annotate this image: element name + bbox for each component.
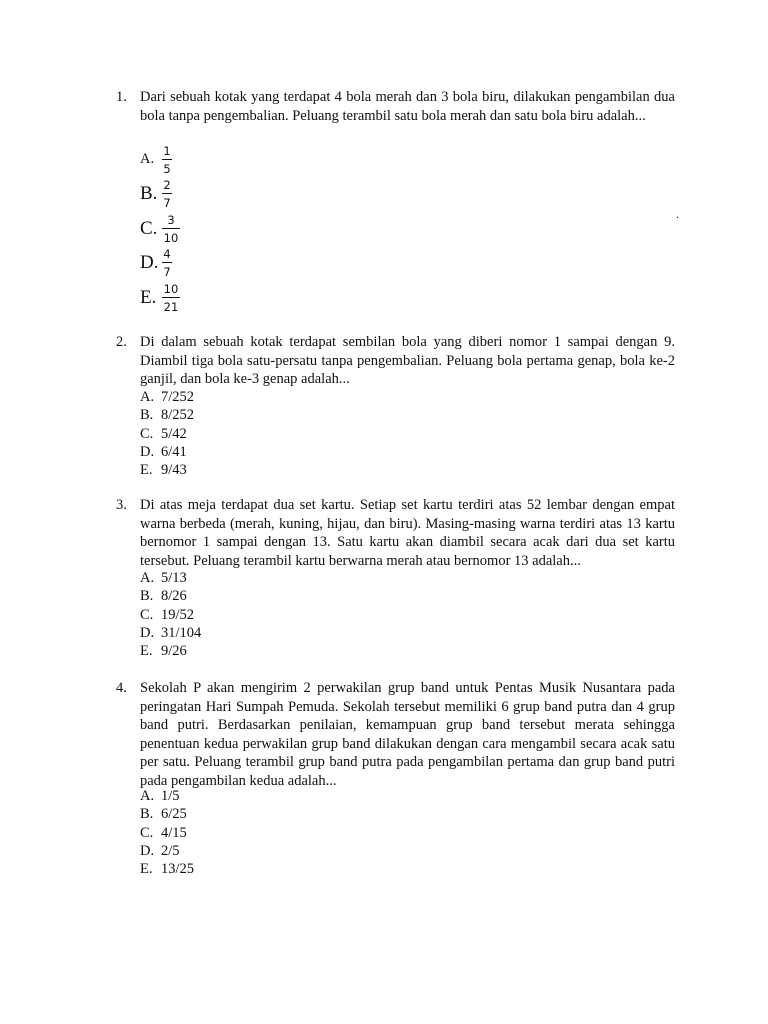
option-letter: B. — [140, 588, 154, 605]
option-d — [140, 624, 201, 642]
option-value: 5/42 — [161, 425, 187, 442]
option-letter: C. — [140, 425, 154, 442]
fraction-bar — [162, 262, 172, 263]
option-letter: B. — [140, 183, 158, 204]
option-letter: D. — [140, 624, 155, 641]
option-letter: C. — [140, 218, 158, 239]
option-letter: E. — [140, 861, 153, 878]
option-e — [140, 461, 194, 479]
fraction-numerator: 10 — [163, 282, 179, 296]
option-fraction — [162, 178, 172, 210]
option-c — [140, 606, 201, 624]
question-number: 1. — [116, 89, 127, 105]
option-value: 31/104 — [161, 624, 202, 641]
option-d — [140, 443, 194, 461]
fraction-numerator: 4 — [163, 247, 171, 261]
option-c — [140, 824, 194, 842]
option-letter: E. — [140, 643, 153, 660]
fraction-numerator: 1 — [163, 144, 171, 158]
fraction-bar — [162, 297, 180, 298]
option-letter: A. — [140, 389, 155, 405]
option-list — [140, 787, 194, 878]
question-text: Di atas meja terdapat dua set kartu. Setiap set kartu terdiri atas 52 lembar dengan empat warna berbeda (merah, kuning, hijau, dan biru). Masing-masing warna terdiri atas 13 kartu bernomor 1 sampai dengan 13. Satu kartu akan diambil secara acak dari dua set kartu tersebut. Peluang terambil kartu berwarna merah atau bernomor 13 adalah... — [140, 497, 675, 569]
fraction-denominator: 5 — [163, 162, 171, 176]
fraction-numerator: 2 — [163, 178, 171, 192]
option-e — [140, 860, 194, 878]
option-letter: C. — [140, 824, 154, 841]
option-value: 8/252 — [161, 407, 195, 424]
option-value: 9/26 — [161, 643, 187, 660]
option-c — [140, 425, 194, 443]
option-letter: A. — [140, 151, 155, 167]
option-letter: A. — [140, 788, 155, 804]
option-letter: A. — [140, 570, 155, 586]
option-list — [140, 388, 194, 479]
option-value: 1/5 — [161, 788, 180, 804]
option-fraction — [162, 282, 180, 314]
option-e — [140, 642, 201, 660]
option-list — [140, 569, 201, 660]
option-value: 7/252 — [161, 389, 195, 405]
option-value: 8/26 — [161, 588, 187, 605]
fraction-denominator: 10 — [163, 231, 179, 245]
option-b — [140, 805, 194, 823]
stray-mark: . — [676, 207, 679, 221]
option-letter: D. — [140, 842, 155, 859]
question-text: Dari sebuah kotak yang terdapat 4 bola merah dan 3 bola biru, dilakukan pengambilan dua bola tanpa pengembalian. Peluang terambil satu bola merah dan satu bola biru adalah... — [140, 89, 675, 124]
fraction-bar — [162, 228, 180, 229]
option-letter: C. — [140, 606, 154, 623]
fraction-denominator: 7 — [163, 265, 171, 279]
option-fraction — [162, 247, 172, 279]
option-value: 19/52 — [161, 606, 195, 623]
option-b — [140, 587, 201, 605]
option-fraction — [162, 213, 180, 245]
option-value: 4/15 — [161, 824, 187, 841]
option-letter: D. — [140, 252, 159, 273]
question-number: 2. — [116, 334, 127, 350]
option-fraction — [162, 144, 172, 176]
question-number: 3. — [116, 497, 127, 513]
option-value: 9/43 — [161, 462, 187, 479]
fraction-bar — [162, 159, 172, 160]
option-letter: B. — [140, 806, 154, 823]
option-letter: E. — [140, 287, 157, 308]
option-value: 6/41 — [161, 443, 187, 460]
question-text: Di dalam sebuah kotak terdapat sembilan bola yang diberi nomor 1 sampai dengan 9. Diambil tiga bola satu-persatu tanpa pengembalian. Peluang bola pertama genap, bola ke-2 ganjil, dan bola ke-3 genap adalah... — [140, 334, 675, 387]
option-b — [140, 406, 194, 424]
question-text: Sekolah P akan mengirim 2 perwakilan grup band untuk Pentas Musik Nusantara pada peringatan Hari Sumpah Pemuda. Sekolah tersebut memiliki 6 grup band putra dan 4 grup band putri. Berdasarkan penilaian, kemampuan grup band tersebut merata sehingga penentuan kedua perwakilan grup band dilakukan dengan cara mengambil secara acak satu per satu. Peluang terambil grup band putra pada pengambilan pertama dan grup band putri pada pengambilan kedua adalah... — [140, 680, 675, 789]
option-d — [140, 842, 194, 860]
option-a — [140, 787, 194, 805]
question-number: 4. — [116, 680, 127, 696]
option-value: 5/13 — [161, 570, 187, 586]
option-a — [140, 388, 194, 406]
option-letter: E. — [140, 462, 153, 479]
option-letter: D. — [140, 443, 155, 460]
option-value: 2/5 — [161, 842, 180, 859]
fraction-denominator: 7 — [163, 196, 171, 210]
fraction-bar — [162, 193, 172, 194]
fraction-numerator: 3 — [167, 213, 175, 227]
option-value: 6/25 — [161, 806, 187, 823]
option-a — [140, 569, 201, 587]
option-letter: B. — [140, 407, 154, 424]
fraction-denominator: 21 — [163, 300, 179, 314]
option-value: 13/25 — [161, 861, 195, 878]
